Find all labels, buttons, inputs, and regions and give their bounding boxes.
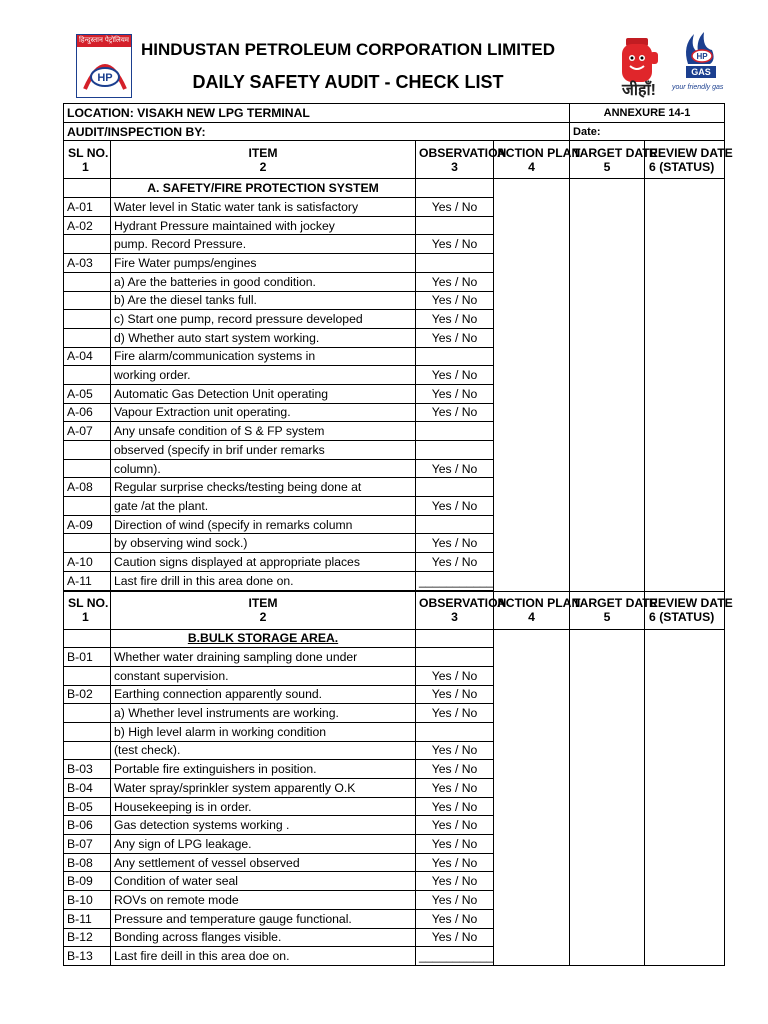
observation-yes-no[interactable]: Yes / No <box>416 310 494 329</box>
section-a-target-date-cell[interactable] <box>570 179 645 591</box>
company-name: HINDUSTAN PETROLEUM CORPORATION LIMITED <box>141 40 555 59</box>
gas-tagline: your friendly gas <box>672 84 724 91</box>
item-code: B-03 <box>64 760 111 779</box>
item-code: B-01 <box>64 648 111 667</box>
review-date-header: REVIEW DATE 6 (STATUS) <box>645 141 725 179</box>
sl-no-header: SL NO. 1 <box>64 591 111 629</box>
item-code: B-07 <box>64 835 111 854</box>
observation-yes-no[interactable]: ___________ <box>416 947 494 966</box>
location-row <box>64 104 725 123</box>
hp-gas-letters: HP <box>696 52 708 61</box>
blank-cell <box>416 965 494 966</box>
observation-yes-no[interactable]: Yes / No <box>416 797 494 816</box>
observation-yes-no[interactable]: Yes / No <box>416 872 494 891</box>
item-text: Last fire drill in this area done on. <box>111 571 416 590</box>
blank-cell <box>416 179 494 198</box>
item-header: ITEM 2 <box>111 591 416 629</box>
audit-by-label: AUDIT/INSPECTION BY: <box>64 122 570 141</box>
date-field[interactable]: Date: <box>570 122 725 141</box>
hp-gas-logo <box>672 30 724 100</box>
observation-cell[interactable] <box>416 648 494 667</box>
target-date-header: TARGET DATE 5 <box>570 141 645 179</box>
observation-yes-no[interactable]: Yes / No <box>416 384 494 403</box>
item-text: Vapour Extraction unit operating. <box>111 403 416 422</box>
blank-cell <box>416 629 494 648</box>
mascot-slogan: जीहाँ! <box>622 82 656 99</box>
hp-logo <box>76 34 132 98</box>
item-text: d) Whether auto start system working. <box>111 328 416 347</box>
item-text: a) Whether level instruments are working. <box>111 704 416 723</box>
item-text: Water level in Static water tank is satisfactory <box>111 198 416 217</box>
section-b-action-plan-cell[interactable] <box>494 629 570 966</box>
hp-emblem-icon <box>81 49 129 95</box>
item-code: B-04 <box>64 779 111 798</box>
item-code: B-06 <box>64 816 111 835</box>
observation-yes-no[interactable]: Yes / No <box>416 704 494 723</box>
item-code <box>64 291 111 310</box>
blank-cell <box>64 965 111 966</box>
item-text: Any settlement of vessel observed <box>111 853 416 872</box>
item-code: B-13 <box>64 947 111 966</box>
observation-yes-no[interactable]: Yes / No <box>416 741 494 760</box>
action-plan-header: ACTION PLAN 4 <box>494 141 570 179</box>
item-text: Automatic Gas Detection Unit operating <box>111 384 416 403</box>
item-code: A-05 <box>64 384 111 403</box>
item-text: by observing wind sock.) <box>111 534 416 553</box>
section-b-section-title: B.BULK STORAGE AREA. <box>111 629 416 648</box>
item-code <box>64 741 111 760</box>
item-text: Caution signs displayed at appropriate places <box>111 553 416 572</box>
item-code: A-03 <box>64 254 111 273</box>
item-text: Hydrant Pressure maintained with jockey <box>111 216 416 235</box>
item-text: Pressure and temperature gauge functional. <box>111 909 416 928</box>
item-text: Condition of water seal <box>111 872 416 891</box>
observation-yes-no[interactable]: Yes / No <box>416 272 494 291</box>
observation-yes-no[interactable]: Yes / No <box>416 928 494 947</box>
blank-cell <box>64 629 111 648</box>
observation-yes-no[interactable]: Yes / No <box>416 835 494 854</box>
item-text: ROVs on remote mode <box>111 891 416 910</box>
item-code: A-07 <box>64 422 111 441</box>
blank-cell <box>64 179 111 198</box>
item-code <box>64 366 111 385</box>
item-code: A-02 <box>64 216 111 235</box>
section-b-section-title-row <box>64 629 725 648</box>
item-text: b) High level alarm in working condition <box>111 722 416 741</box>
item-text: Water spray/sprinkler system apparently O.K <box>111 779 416 798</box>
item-text: observed (specify in brif under remarks <box>111 441 416 460</box>
item-code <box>64 310 111 329</box>
audit-checklist-table <box>63 103 733 966</box>
item-code <box>64 704 111 723</box>
item-code: A-04 <box>64 347 111 366</box>
item-text: pump. Record Pressure. <box>111 235 416 254</box>
observation-cell[interactable] <box>416 254 494 273</box>
item-code: B-05 <box>64 797 111 816</box>
column-header-row <box>64 591 725 629</box>
observation-yes-no[interactable]: Yes / No <box>416 891 494 910</box>
item-code: B-02 <box>64 685 111 704</box>
observation-yes-no[interactable]: Yes / No <box>416 760 494 779</box>
location-label: LOCATION: VISAKH NEW LPG TERMINAL <box>64 104 570 123</box>
item-code: B-12 <box>64 928 111 947</box>
item-text: Gas detection systems working . <box>111 816 416 835</box>
item-text: Any unsafe condition of S & FP system <box>111 422 416 441</box>
item-text: Fire alarm/communication systems in <box>111 347 416 366</box>
item-text: constant supervision. <box>111 666 416 685</box>
item-text: Bonding across flanges visible. <box>111 928 416 947</box>
page-title: DAILY SAFETY AUDIT - CHECK LIST <box>192 72 504 92</box>
observation-yes-no[interactable]: Yes / No <box>416 366 494 385</box>
observation-yes-no[interactable]: Yes / No <box>416 816 494 835</box>
item-text: Fire Water pumps/engines <box>111 254 416 273</box>
section-a-action-plan-cell[interactable] <box>494 179 570 591</box>
blank-cell <box>111 965 416 966</box>
section-a-section-title: A. SAFETY/FIRE PROTECTION SYSTEM <box>111 179 416 198</box>
observation-header: OBSERVATION 3 <box>416 591 494 629</box>
hp-logo-hindi-text: हिन्दुस्तान पेट्रोलियम <box>79 37 129 44</box>
observation-yes-no[interactable]: Yes / No <box>416 779 494 798</box>
item-code: A-01 <box>64 198 111 217</box>
sl-no-header: SL NO. 1 <box>64 141 111 179</box>
item-code: B-11 <box>64 909 111 928</box>
item-text: Direction of wind (specify in remarks column <box>111 515 416 534</box>
item-code: B-08 <box>64 853 111 872</box>
audit-by-row <box>64 122 725 141</box>
observation-yes-no[interactable]: Yes / No <box>416 328 494 347</box>
observation-yes-no[interactable]: Yes / No <box>416 909 494 928</box>
observation-header: OBSERVATION 3 <box>416 141 494 179</box>
item-text: column). <box>111 459 416 478</box>
observation-cell[interactable] <box>416 347 494 366</box>
item-text: a) Are the batteries in good condition. <box>111 272 416 291</box>
item-text: c) Start one pump, record pressure developed <box>111 310 416 329</box>
section-b-review-date-cell[interactable] <box>645 629 725 966</box>
observation-yes-no[interactable]: Yes / No <box>416 459 494 478</box>
item-code <box>64 459 111 478</box>
item-text: Regular surprise checks/testing being done at <box>111 478 416 497</box>
observation-yes-no[interactable]: Yes / No <box>416 235 494 254</box>
annexure-label: ANNEXURE 14-1 <box>570 104 725 123</box>
item-text: Portable fire extinguishers in position. <box>111 760 416 779</box>
item-code: A-09 <box>64 515 111 534</box>
observation-cell[interactable] <box>416 422 494 441</box>
observation-cell[interactable] <box>416 478 494 497</box>
item-code: A-08 <box>64 478 111 497</box>
gas-label: GAS <box>686 66 716 78</box>
page-header <box>0 0 768 104</box>
item-code: B-10 <box>64 891 111 910</box>
item-code <box>64 497 111 516</box>
item-text: Last fire deill in this area doe on. <box>111 947 416 966</box>
item-text: gate /at the plant. <box>111 497 416 516</box>
column-header-row <box>64 141 725 179</box>
observation-yes-no[interactable]: Yes / No <box>416 853 494 872</box>
hp-gas-flame-icon <box>676 30 724 66</box>
item-text: (test check). <box>111 741 416 760</box>
item-code <box>64 272 111 291</box>
action-plan-header: ACTION PLAN 4 <box>494 591 570 629</box>
item-text: Housekeeping is in order. <box>111 797 416 816</box>
item-text: Earthing connection apparently sound. <box>111 685 416 704</box>
item-code <box>64 328 111 347</box>
observation-yes-no[interactable]: Yes / No <box>416 553 494 572</box>
observation-yes-no[interactable]: Yes / No <box>416 685 494 704</box>
observation-yes-no[interactable]: Yes / No <box>416 198 494 217</box>
observation-cell[interactable] <box>416 441 494 460</box>
observation-yes-no[interactable]: Yes / No <box>416 534 494 553</box>
item-text: Whether water draining sampling done under <box>111 648 416 667</box>
observation-cell[interactable] <box>416 515 494 534</box>
item-code: A-11 <box>64 571 111 590</box>
item-code: A-06 <box>64 403 111 422</box>
item-text: b) Are the diesel tanks full. <box>111 291 416 310</box>
observation-cell[interactable] <box>416 722 494 741</box>
review-date-header: REVIEW DATE 6 (STATUS) <box>645 591 725 629</box>
item-code <box>64 722 111 741</box>
hp-logo-letters: HP <box>97 72 113 84</box>
item-code: B-09 <box>64 872 111 891</box>
item-code <box>64 666 111 685</box>
observation-yes-no[interactable]: Yes / No <box>416 403 494 422</box>
item-code <box>64 441 111 460</box>
observation-yes-no[interactable]: ___________ <box>416 571 494 590</box>
item-header: ITEM 2 <box>111 141 416 179</box>
item-code <box>64 235 111 254</box>
target-date-header: TARGET DATE 5 <box>570 591 645 629</box>
item-code: A-10 <box>64 553 111 572</box>
item-text: working order. <box>111 366 416 385</box>
observation-cell[interactable] <box>416 216 494 235</box>
item-text: Any sign of LPG leakage. <box>111 835 416 854</box>
item-code <box>64 534 111 553</box>
observation-yes-no[interactable]: Yes / No <box>416 497 494 516</box>
section-b-target-date-cell[interactable] <box>570 629 645 966</box>
observation-yes-no[interactable]: Yes / No <box>416 666 494 685</box>
section-a-review-date-cell[interactable] <box>645 179 725 591</box>
section-a-section-title-row <box>64 179 725 198</box>
observation-yes-no[interactable]: Yes / No <box>416 291 494 310</box>
